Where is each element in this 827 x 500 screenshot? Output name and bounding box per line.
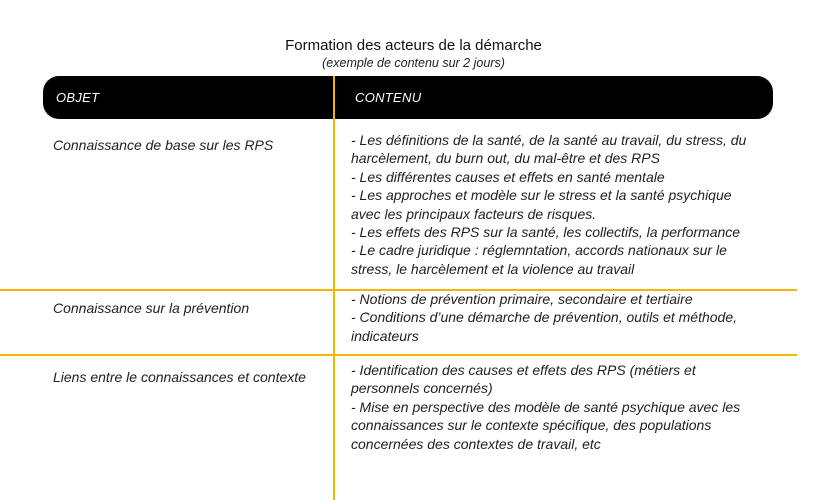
- row-contenu: [351, 361, 781, 453]
- content-line: - Les définitions de la santé, de la santé au travail, du stress, du: [351, 132, 747, 148]
- row-objet: Connaissance de base sur les RPS: [53, 137, 274, 153]
- content-line: connaissances sur le contexte spécifique, des populations: [351, 417, 712, 434]
- content-line: concernées des contextes de travail, etc: [351, 435, 601, 452]
- row-objet: Liens entre le connaissances et contexte: [53, 369, 306, 385]
- content-line: personnels concernés): [351, 380, 493, 397]
- content-line: - Mise en perspective des modèle de santé psychique avec les: [351, 398, 741, 415]
- row-contenu: [351, 290, 781, 345]
- content-line: - Les approches et modèle sur le stress et la santé psychique: [351, 187, 732, 204]
- column-header-objet: OBJET: [56, 90, 100, 105]
- row-contenu: [351, 131, 781, 278]
- content-line: - Notions de prévention primaire, secondaire et tertiaire: [351, 291, 693, 307]
- row-objet: Connaissance sur la prévention: [53, 300, 250, 316]
- content-line: - Conditions d’une démarche de prévention, outils et méthode,: [351, 309, 738, 326]
- table-header: [43, 76, 773, 119]
- column-divider: [333, 76, 335, 500]
- content-line: - Les effets des RPS sur la santé, les collectifs, la performance: [351, 224, 741, 241]
- content-line: avec les principaux facteurs de risques.: [351, 205, 597, 222]
- content-line: indicateurs: [351, 327, 419, 344]
- content-line: stress, le harcèlement et la violence au travail: [351, 260, 635, 277]
- content-line: - Identification des causes et effets des RPS (métiers et: [351, 362, 696, 378]
- row-divider: [0, 354, 797, 356]
- content-line: harcèlement, du burn out, du mal-être et des RPS: [351, 150, 660, 167]
- column-header-contenu: CONTENU: [355, 90, 422, 105]
- page-subtitle: (exemple de contenu sur 2 jours): [322, 56, 505, 70]
- page-title: Formation des acteurs de la démarche: [285, 37, 542, 54]
- content-line: - Les différentes causes et effets en santé mentale: [351, 168, 665, 185]
- content-line: - Le cadre juridique : réglemntation, accords nationaux sur le: [351, 242, 727, 259]
